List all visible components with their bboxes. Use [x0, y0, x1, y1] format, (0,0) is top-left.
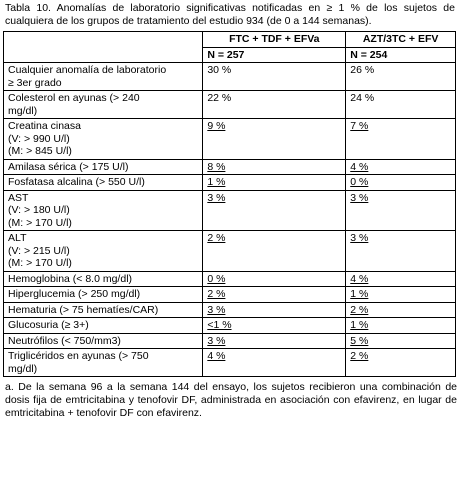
row-label	[4, 349, 203, 377]
table-row	[4, 190, 456, 231]
row-label-line: ≥ 3er grado	[8, 76, 62, 89]
value-azt-3tc-efv: 4 %	[346, 159, 456, 175]
value-ftc-tdf-efv: 22 %	[203, 91, 346, 119]
row-label-line: Glucosuria (≥ 3+)	[8, 319, 89, 331]
row-label	[4, 271, 203, 287]
row-label	[4, 159, 203, 175]
row-label	[4, 318, 203, 334]
row-label	[4, 231, 203, 272]
row-label-line: ALT	[8, 232, 27, 244]
value-ftc-tdf-efv: 8 %	[203, 159, 346, 175]
row-label-line: Creatina cinasa	[8, 120, 81, 132]
row-label-line: Triglicéridos en ayunas (> 750	[8, 350, 149, 362]
value-azt-3tc-efv: 24 %	[346, 91, 456, 119]
row-label	[4, 175, 203, 191]
value-azt-3tc-efv: 0 %	[346, 175, 456, 191]
row-label-line: (V: > 180 U/l)	[8, 204, 70, 216]
row-label-line: Hemoglobina (< 8.0 mg/dl)	[8, 272, 133, 285]
value-azt-3tc-efv: 2 %	[346, 302, 456, 318]
table-caption: Tabla 10. Anomalías de laboratorio significativas notificadas en ≥ 1 % de los sujetos de cualquiera de los grupos de tratamiento del estudio 934 (de 0 a 144 semanas).	[5, 2, 455, 27]
value-ftc-tdf-efv: 30 %	[203, 63, 346, 91]
value-ftc-tdf-efv: 1 %	[203, 175, 346, 191]
table-row	[4, 175, 456, 191]
header-azt-3tc-efv: AZT/3TC + EFV	[346, 32, 456, 48]
table-row	[4, 287, 456, 303]
table-row	[4, 333, 456, 349]
row-label	[4, 91, 203, 119]
row-label-line: (M: > 170 U/l)	[8, 257, 72, 269]
row-label-line: Fosfatasa alcalina (> 550 U/l)	[8, 176, 145, 188]
row-label-line: Cualquier anomalía de laboratorio	[8, 64, 167, 76]
row-label	[4, 287, 203, 303]
row-label-line: AST	[8, 191, 29, 204]
row-label-line: mg/dl)	[8, 362, 38, 375]
table-row	[4, 119, 456, 160]
value-azt-3tc-efv: 5 %	[346, 333, 456, 349]
table-row	[4, 91, 456, 119]
table-row	[4, 302, 456, 318]
value-azt-3tc-efv: 7 %	[346, 119, 456, 160]
value-azt-3tc-efv: 1 %	[346, 318, 456, 334]
table-row	[4, 63, 456, 91]
value-ftc-tdf-efv: 3 %	[203, 302, 346, 318]
row-label	[4, 333, 203, 349]
table-row	[4, 349, 456, 377]
row-label-line: (M: > 170 U/l)	[8, 216, 72, 229]
value-azt-3tc-efv: 3 %	[346, 231, 456, 272]
value-ftc-tdf-efv: 3 %	[203, 190, 346, 231]
value-azt-3tc-efv: 1 %	[346, 287, 456, 303]
row-label	[4, 63, 203, 91]
value-ftc-tdf-efv: 2 %	[203, 287, 346, 303]
n-ftc-tdf-efv: N = 257	[203, 47, 346, 63]
value-ftc-tdf-efv: 4 %	[203, 349, 346, 377]
row-label-line: Neutrófilos (< 750/mm3)	[8, 334, 121, 347]
table-row	[4, 318, 456, 334]
value-ftc-tdf-efv: 9 %	[203, 119, 346, 160]
row-label	[4, 190, 203, 231]
value-azt-3tc-efv: 4 %	[346, 271, 456, 287]
row-label-line: Hiperglucemia (> 250 mg/dl)	[8, 288, 141, 300]
header-row	[4, 32, 456, 48]
row-label-line: (V: > 215 U/l)	[8, 244, 70, 257]
row-label-line: Amilasa sérica (> 175 U/l)	[8, 160, 129, 173]
row-label-line: Hematuria (> 75 hematíes/CAR)	[8, 303, 159, 316]
value-ftc-tdf-efv: 0 %	[203, 271, 346, 287]
row-label-line: (M: > 845 U/l)	[8, 145, 72, 157]
value-ftc-tdf-efv: 3 %	[203, 333, 346, 349]
value-ftc-tdf-efv: 2 %	[203, 231, 346, 272]
value-azt-3tc-efv: 2 %	[346, 349, 456, 377]
value-azt-3tc-efv: 26 %	[346, 63, 456, 91]
value-azt-3tc-efv: 3 %	[346, 190, 456, 231]
row-label-line: mg/dl)	[8, 104, 38, 117]
table-footnote: a. De la semana 96 a la semana 144 del ensayo, los sujetos recibieron una combinación de dosis fija de emtricitabina y tenofovir DF, administrada en asociación con efavirenz, en lugar de emtricitabina + tenofovir DF con efavirenz.	[5, 381, 457, 419]
document	[3, 2, 458, 420]
value-ftc-tdf-efv: <1 %	[203, 318, 346, 334]
table-row	[4, 159, 456, 175]
n-azt-3tc-efv: N = 254	[346, 47, 456, 63]
header-ftc-tdf-efv: FTC + TDF + EFVa	[203, 32, 346, 48]
row-label-line: Colesterol en ayunas (> 240	[8, 92, 140, 104]
header-empty-cell	[4, 32, 203, 63]
table-row	[4, 231, 456, 272]
row-label	[4, 119, 203, 160]
row-label-line: (V: > 990 U/l)	[8, 132, 70, 145]
lab-abnormalities-table	[3, 31, 456, 377]
row-label	[4, 302, 203, 318]
table-row	[4, 271, 456, 287]
